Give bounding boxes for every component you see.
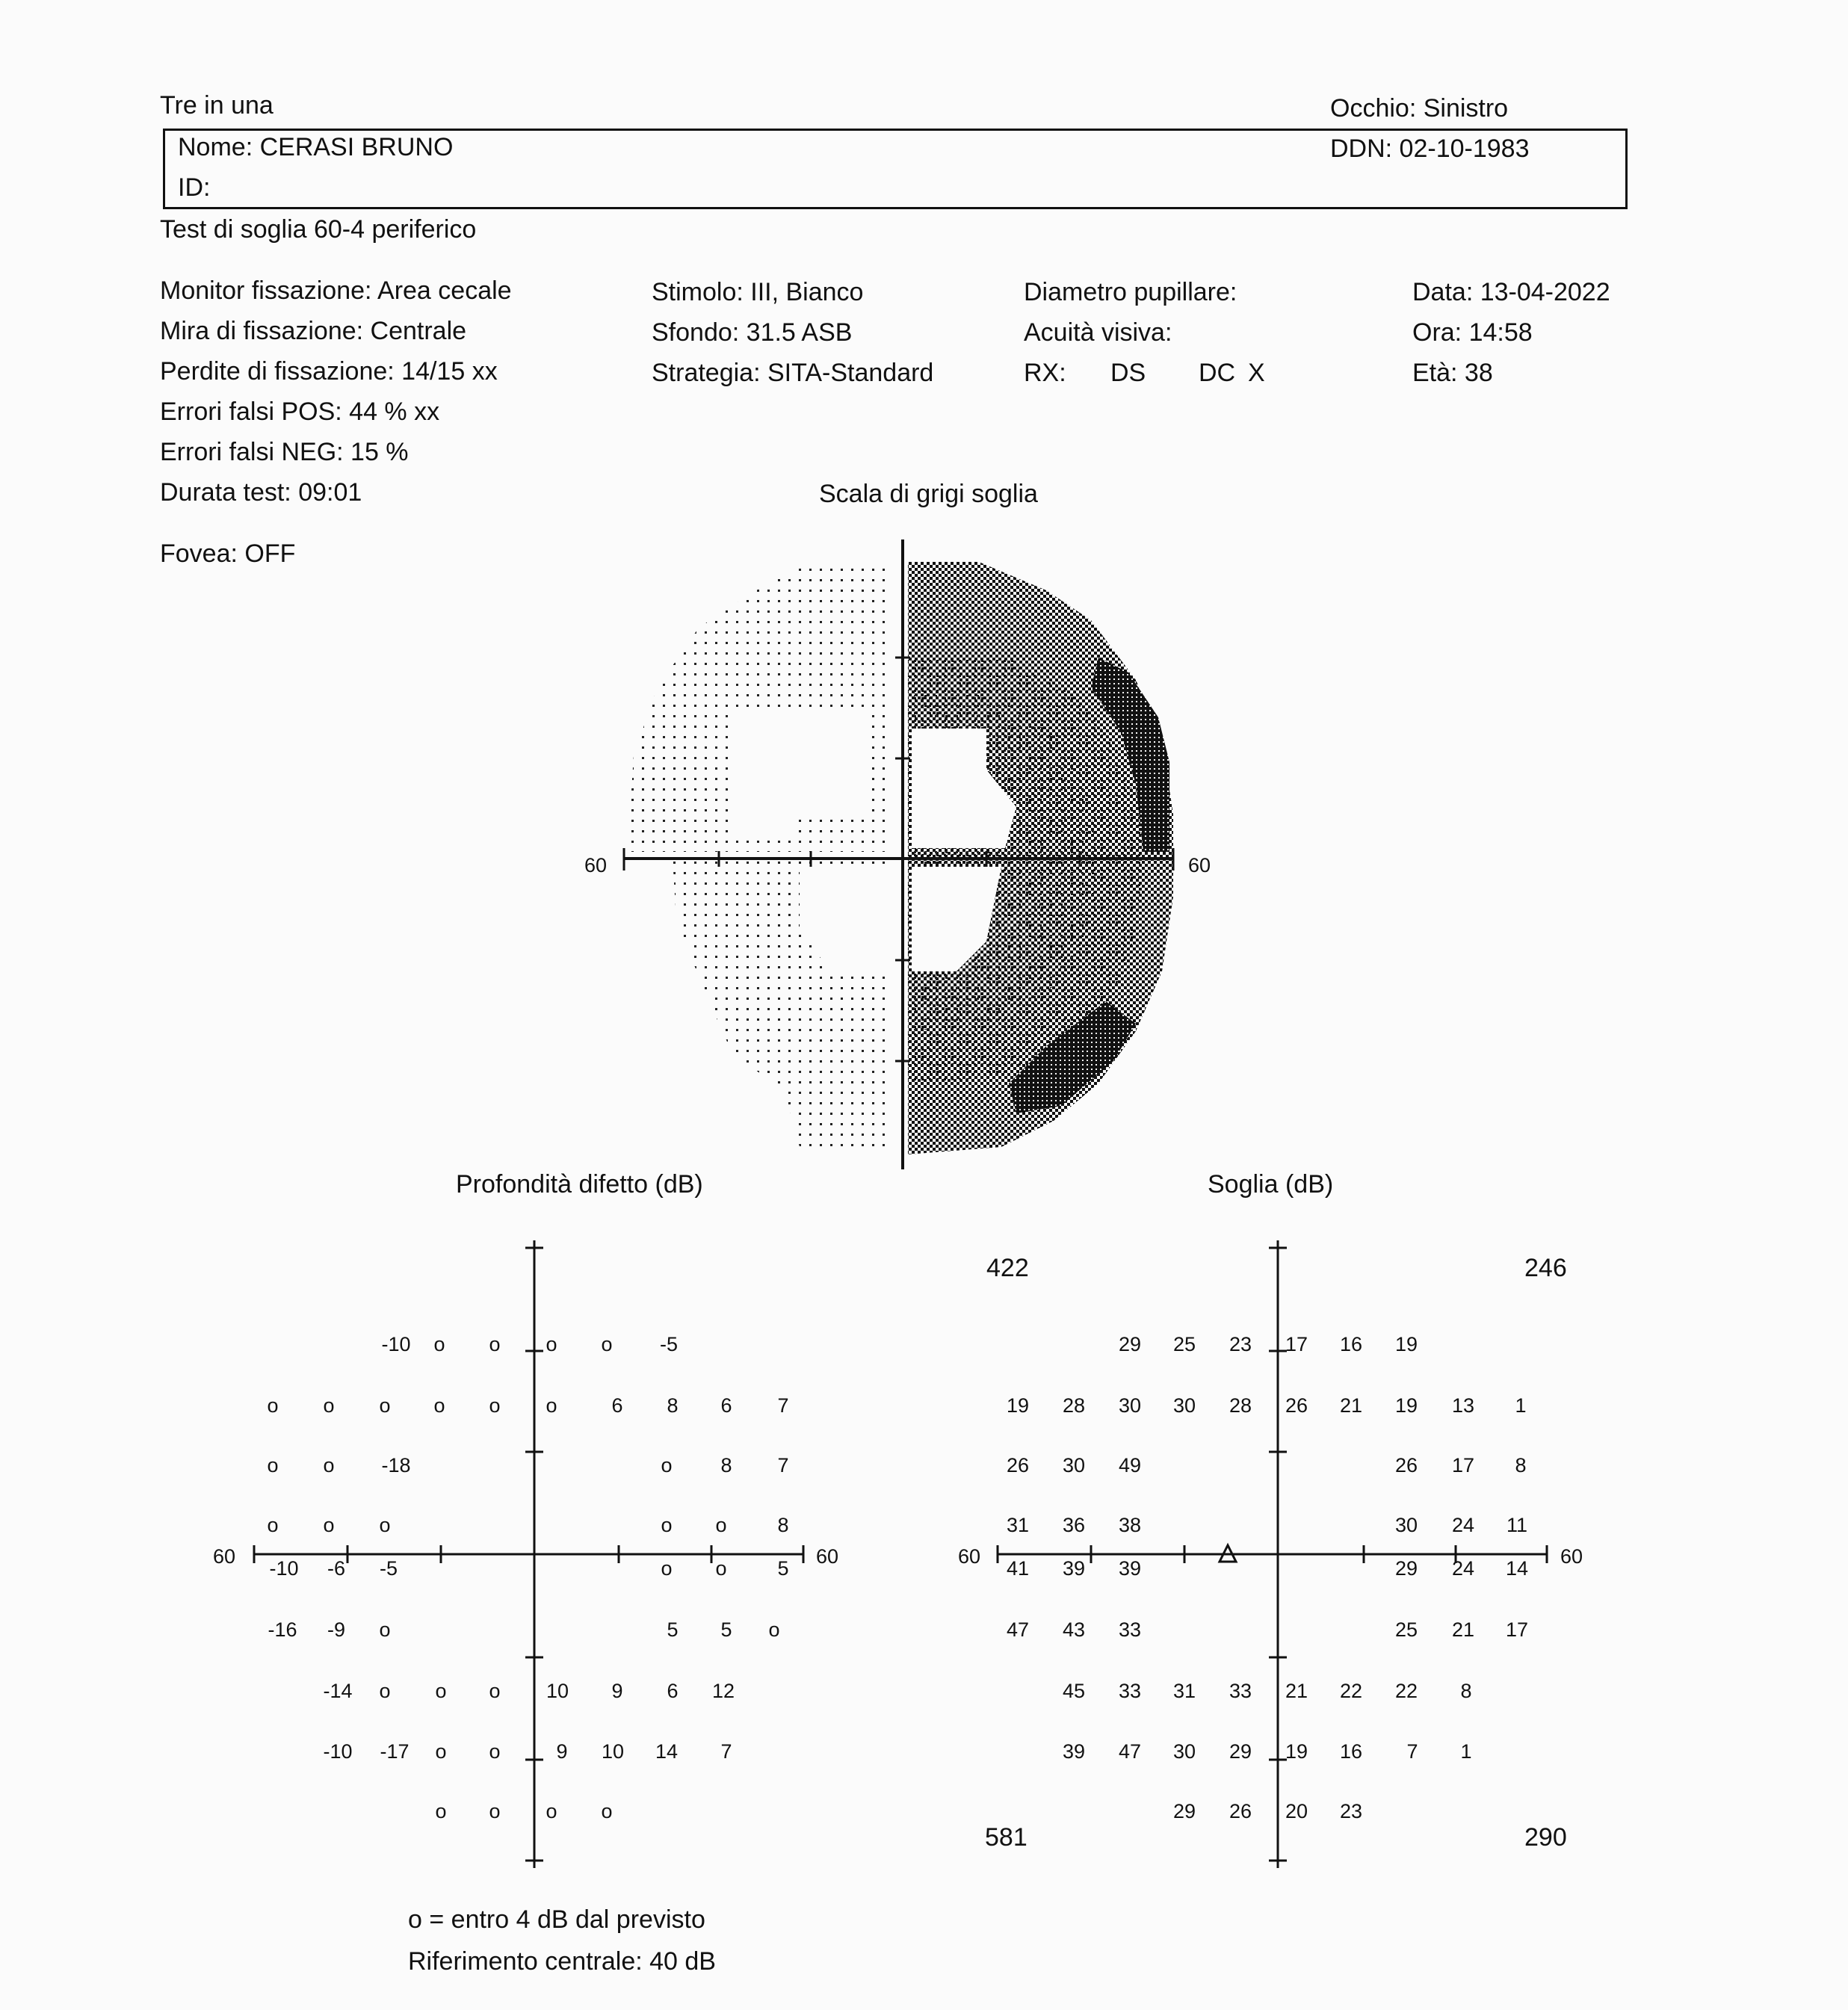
threshold-value: 30 [1062, 1454, 1086, 1476]
threshold-value: 13 [1451, 1394, 1475, 1417]
threshold-value: 29 [1229, 1740, 1252, 1763]
threshold-value: 1 [1515, 1394, 1527, 1417]
defect-value: 7 [777, 1454, 789, 1476]
defect-value: o [267, 1394, 279, 1417]
defect-title: Profondità difetto (dB) [456, 1170, 703, 1199]
threshold-value: 24 [1451, 1557, 1475, 1580]
param-pupil: Diametro pupillare: [1024, 278, 1237, 306]
param-fovea: Fovea: OFF [160, 539, 296, 568]
test-name: Test di soglia 60-4 periferico [160, 215, 477, 244]
defect-value: 8 [720, 1454, 732, 1476]
threshold-value: 26 [1285, 1394, 1308, 1417]
threshold-value: 28 [1229, 1394, 1252, 1417]
threshold-value: 47 [1006, 1618, 1030, 1641]
defect-value: 10 [601, 1740, 625, 1763]
threshold-value: 17 [1505, 1618, 1529, 1641]
defect-value: 8 [777, 1514, 789, 1536]
param-background: Sfondo: 31.5 ASB [652, 318, 853, 347]
defect-value: o [433, 1394, 445, 1417]
threshold-value: 17 [1285, 1333, 1308, 1355]
defect-values [267, 1333, 788, 1822]
threshold-value: 19 [1394, 1394, 1418, 1417]
threshold-value: 19 [1285, 1740, 1308, 1763]
param-rx-label: RX: [1024, 359, 1066, 387]
defect-value: o [379, 1680, 391, 1702]
threshold-value: 21 [1339, 1394, 1363, 1417]
greyscale-title: Scala di grigi soglia [819, 480, 1038, 508]
defect-value: o [267, 1514, 279, 1536]
quadrant-sum-bottom-right: 290 [1524, 1823, 1567, 1852]
defect-value: o [323, 1514, 335, 1536]
threshold-value: 8 [1460, 1680, 1472, 1702]
threshold-value: 16 [1339, 1740, 1363, 1763]
threshold-value: 26 [1394, 1454, 1418, 1476]
defect-value: 6 [667, 1680, 679, 1702]
threshold-title: Soglia (dB) [1208, 1170, 1334, 1199]
threshold-value: 20 [1285, 1800, 1308, 1822]
greyscale-axis-right: 60 [1188, 854, 1211, 876]
defect-value: o [768, 1618, 780, 1641]
app-title: Tre in una [160, 91, 274, 120]
threshold-axis-right: 60 [1560, 1545, 1583, 1568]
defect-value: 9 [611, 1680, 623, 1702]
param-age: Età: 38 [1412, 359, 1493, 387]
param-rx-x: X [1248, 359, 1265, 387]
param-stimulus: Stimolo: III, Bianco [652, 278, 864, 306]
param-acuity: Acuità visiva: [1024, 318, 1172, 347]
threshold-value: 26 [1229, 1800, 1252, 1822]
param-monitor: Monitor fissazione: Area cecale [160, 276, 512, 305]
defect-value: o [323, 1394, 335, 1417]
defect-value: 5 [720, 1618, 732, 1641]
defect-value: 14 [655, 1740, 679, 1763]
threshold-value: 30 [1118, 1394, 1142, 1417]
threshold-value: 47 [1118, 1740, 1142, 1763]
threshold-value: 23 [1339, 1800, 1363, 1822]
threshold-value: 29 [1394, 1557, 1418, 1580]
threshold-value: 30 [1172, 1394, 1196, 1417]
defect-value: o [601, 1333, 613, 1355]
param-false-pos: Errori falsi POS: 44 % xx [160, 398, 440, 426]
defect-value: -10 [323, 1740, 353, 1763]
defect-value: o [661, 1454, 673, 1476]
defect-value: 10 [546, 1680, 569, 1702]
defect-value: o [661, 1514, 673, 1536]
threshold-value: 7 [1406, 1740, 1418, 1763]
defect-value: -18 [381, 1454, 411, 1476]
quadrant-sum-top-left: 422 [986, 1254, 1029, 1282]
defect-value: 6 [720, 1394, 732, 1417]
defect-value: o [489, 1333, 501, 1355]
threshold-values [1007, 1333, 1528, 1822]
threshold-axis-left: 60 [958, 1545, 981, 1568]
defect-value: 12 [711, 1680, 735, 1702]
quadrant-sum-bottom-left: 581 [985, 1823, 1027, 1852]
threshold-value: 22 [1339, 1680, 1363, 1702]
threshold-value: 29 [1172, 1800, 1196, 1822]
defect-value: o [546, 1394, 557, 1417]
defect-value: o [267, 1454, 279, 1476]
param-duration: Durata test: 09:01 [160, 478, 362, 507]
defect-value: 9 [556, 1740, 568, 1763]
param-false-neg: Errori falsi NEG: 15 % [160, 438, 409, 466]
defect-value: o [489, 1394, 501, 1417]
defect-value: o [379, 1618, 391, 1641]
defect-value: o [489, 1800, 501, 1822]
defect-value: -5 [379, 1557, 398, 1580]
threshold-value: 8 [1515, 1454, 1527, 1476]
defect-value: o [601, 1800, 613, 1822]
greyscale-map [584, 539, 1211, 1169]
defect-value: o [489, 1680, 501, 1702]
defect-value: -9 [327, 1618, 346, 1641]
patient-dob: DDN: 02-10-1983 [1330, 134, 1530, 163]
threshold-value: 36 [1062, 1514, 1086, 1536]
threshold-value: 41 [1006, 1557, 1030, 1580]
threshold-value: 16 [1339, 1333, 1363, 1355]
param-time: Ora: 14:58 [1412, 318, 1533, 347]
param-rx-ds: DS [1110, 359, 1146, 387]
defect-value: o [433, 1333, 445, 1355]
param-date: Data: 13-04-2022 [1412, 278, 1610, 306]
threshold-value: 26 [1006, 1454, 1030, 1476]
threshold-value: 28 [1062, 1394, 1086, 1417]
reference-text: Riferimento centrale: 40 dB [408, 1947, 716, 1976]
defect-value: o [715, 1514, 727, 1536]
threshold-value: 29 [1118, 1333, 1142, 1355]
defect-value: o [435, 1740, 447, 1763]
defect-value: o [546, 1800, 557, 1822]
defect-value: -14 [323, 1680, 353, 1702]
threshold-value: 33 [1229, 1680, 1252, 1702]
threshold-value: 22 [1394, 1680, 1418, 1702]
defect-value: o [323, 1454, 335, 1476]
threshold-value: 38 [1118, 1514, 1142, 1536]
defect-axis-right: 60 [816, 1545, 839, 1568]
defect-value: o [546, 1333, 557, 1355]
patient-name: Nome: CERASI BRUNO [178, 133, 454, 161]
defect-value: 8 [667, 1394, 679, 1417]
threshold-value: 19 [1006, 1394, 1030, 1417]
defect-value: o [379, 1394, 391, 1417]
threshold-value: 21 [1451, 1618, 1475, 1641]
threshold-value: 17 [1451, 1454, 1475, 1476]
threshold-plot-axes [958, 1240, 1583, 1868]
defect-value: -5 [659, 1333, 679, 1355]
legend-text: o = entro 4 dB dal previsto [408, 1905, 705, 1934]
defect-axis-left: 60 [213, 1545, 236, 1568]
threshold-value: 1 [1460, 1740, 1472, 1763]
defect-value: -10 [269, 1557, 299, 1580]
defect-value: o [489, 1740, 501, 1763]
threshold-value: 24 [1451, 1514, 1475, 1536]
defect-value: 5 [667, 1618, 679, 1641]
threshold-value: 31 [1172, 1680, 1196, 1702]
threshold-value: 43 [1062, 1618, 1086, 1641]
quadrant-sum-top-right: 246 [1524, 1254, 1567, 1282]
threshold-value: 19 [1394, 1333, 1418, 1355]
defect-value: 7 [777, 1394, 789, 1417]
defect-value: -17 [380, 1740, 410, 1763]
defect-value: o [661, 1557, 673, 1580]
threshold-value: 39 [1062, 1557, 1086, 1580]
threshold-value: 11 [1506, 1514, 1528, 1536]
threshold-value: 31 [1006, 1514, 1030, 1536]
param-target: Mira di fissazione: Centrale [160, 317, 467, 345]
defect-value: 6 [611, 1394, 623, 1417]
threshold-value: 25 [1394, 1618, 1418, 1641]
threshold-value: 30 [1172, 1740, 1196, 1763]
defect-value: 7 [720, 1740, 732, 1763]
threshold-value: 39 [1062, 1740, 1086, 1763]
defect-value: -6 [327, 1557, 346, 1580]
threshold-value: 33 [1118, 1680, 1142, 1702]
threshold-value: 30 [1394, 1514, 1418, 1536]
param-fixation-losses: Perdite di fissazione: 14/15 xx [160, 357, 498, 386]
defect-value: o [435, 1680, 447, 1702]
threshold-value: 25 [1172, 1333, 1196, 1355]
defect-value: -16 [268, 1618, 297, 1641]
greyscale-axis-left: 60 [584, 854, 608, 876]
defect-value: -10 [381, 1333, 411, 1355]
param-strategy: Strategia: SITA-Standard [652, 359, 934, 387]
param-rx-dc: DC [1199, 359, 1236, 387]
threshold-value: 45 [1062, 1680, 1086, 1702]
threshold-value: 21 [1285, 1680, 1308, 1702]
threshold-value: 49 [1118, 1454, 1142, 1476]
defect-value: o [435, 1800, 447, 1822]
threshold-value: 39 [1118, 1557, 1142, 1580]
defect-value: o [379, 1514, 391, 1536]
eye-label: Occhio: Sinistro [1330, 94, 1509, 123]
defect-plot-axes [213, 1240, 838, 1868]
defect-value: o [715, 1557, 727, 1580]
threshold-value: 23 [1229, 1333, 1252, 1355]
threshold-value: 14 [1505, 1557, 1529, 1580]
defect-value: 5 [777, 1557, 789, 1580]
patient-id: ID: [178, 173, 211, 202]
threshold-value: 33 [1118, 1618, 1142, 1641]
